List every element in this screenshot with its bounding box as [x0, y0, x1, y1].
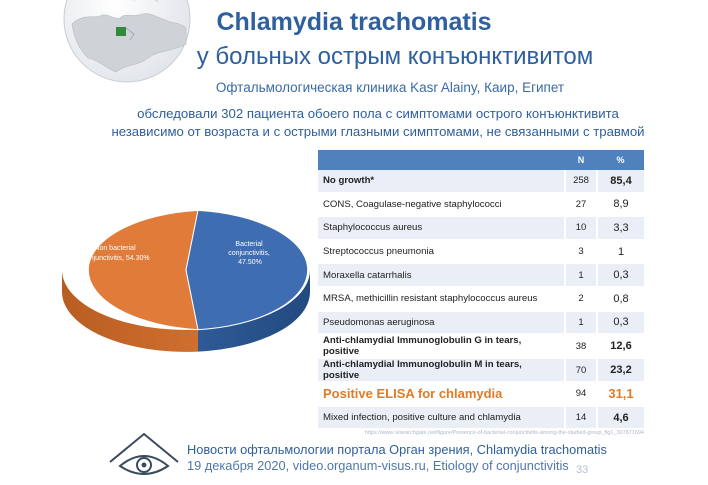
- row-name: Staphylococcus aureus: [318, 216, 565, 240]
- study-description-line2: независимо от возраста и с острыми глазными симптомами, не связанными с травмой: [111, 124, 645, 139]
- row-n: 1: [565, 263, 597, 287]
- row-name: Anti-chlamydial Immunoglobulin M in tears, positive: [318, 358, 565, 382]
- row-pct: 0,3: [597, 311, 644, 335]
- row-name: Streptococcus pneumonia: [318, 240, 565, 264]
- header-n: N: [565, 150, 597, 170]
- table-row-elisa: [318, 382, 644, 406]
- pie-label-nonbacterial: Non bacterial conjunctivitis, 54.30%: [82, 245, 150, 262]
- row-pct: 0,3: [597, 263, 644, 287]
- row-pct: 1: [597, 240, 644, 264]
- row-n: 258: [565, 170, 597, 193]
- table-row: [318, 287, 644, 311]
- table-row: [318, 311, 644, 335]
- row-n: 10: [565, 216, 597, 240]
- footer-line1: Новости офтальмологии портала Орган зрения, Chlamydia trachomatis: [187, 442, 607, 457]
- page-subtitle: у больных острым конъюнктивитом: [196, 43, 594, 70]
- clinic-caption: Офтальмологическая клиника Kasr Alainy, Каир, Египет: [215, 80, 565, 95]
- row-n: 1: [565, 311, 597, 335]
- row-n: 27: [565, 193, 597, 217]
- header-pct: %: [597, 150, 644, 170]
- table-row: [318, 216, 644, 240]
- row-n: 3: [565, 240, 597, 264]
- row-pct: 31,1: [597, 382, 644, 406]
- row-n: 2: [565, 287, 597, 311]
- source-url[interactable]: https://www.researchgate.net/figure/Presence-of-bacterial-conjunctivitis-among-the-studied-group_fig1_307871694: [364, 430, 644, 436]
- table-row: [318, 193, 644, 217]
- pie-chart: [58, 210, 316, 358]
- table-row: [318, 358, 644, 382]
- row-name: No growth*: [318, 170, 565, 193]
- pie-label-bacterial: Bacterial conjunctivitis, 47.50%: [228, 241, 270, 266]
- page-number: 33: [576, 464, 589, 476]
- row-name: CONS, Coagulase-negative staphylococci: [318, 193, 565, 217]
- footer-credits: [187, 442, 607, 474]
- footer-line2[interactable]: 19 декабря 2020, video.organum-visus.ru, Etiology of conjunctivitis: [187, 458, 569, 473]
- table-header-row: [318, 150, 644, 170]
- row-name: Anti-chlamydial Immunoglobulin G in tears, positive: [318, 334, 565, 358]
- results-table: [318, 150, 644, 430]
- row-name: Positive ELISA for chlamydia: [318, 382, 565, 406]
- row-n: 70: [565, 358, 597, 382]
- row-pct: 4,6: [597, 406, 644, 430]
- row-pct: 23,2: [597, 358, 644, 382]
- row-pct: 85,4: [597, 170, 644, 193]
- study-description-line1: обследовали 302 пациента обоего пола с симптомами острого конъюнктивита: [137, 106, 619, 121]
- study-description: [0, 105, 708, 141]
- pie-slice-nonbacterial: [88, 210, 198, 329]
- page-title: Chlamydia trachomatis: [216, 8, 492, 36]
- row-name: Pseudomonas aeruginosa: [318, 311, 565, 335]
- row-n: 94: [565, 382, 597, 406]
- table-row: [318, 170, 644, 193]
- table-row: [318, 406, 644, 430]
- header-name: [318, 150, 565, 170]
- row-name: Mixed infection, positive culture and chlamydia: [318, 406, 565, 430]
- table-row: [318, 263, 644, 287]
- row-pct: 0,8: [597, 287, 644, 311]
- table-row: [318, 240, 644, 264]
- row-pct: 8,9: [597, 193, 644, 217]
- eye-logo-icon: [106, 428, 182, 480]
- row-n: 14: [565, 406, 597, 430]
- row-name: MRSA, methicillin resistant staphylococcus aureus: [318, 287, 565, 311]
- row-pct: 3,3: [597, 216, 644, 240]
- row-n: 38: [565, 334, 597, 358]
- row-pct: 12,6: [597, 334, 644, 358]
- row-name: Moraxella catarrhalis: [318, 263, 565, 287]
- table-row: [318, 334, 644, 358]
